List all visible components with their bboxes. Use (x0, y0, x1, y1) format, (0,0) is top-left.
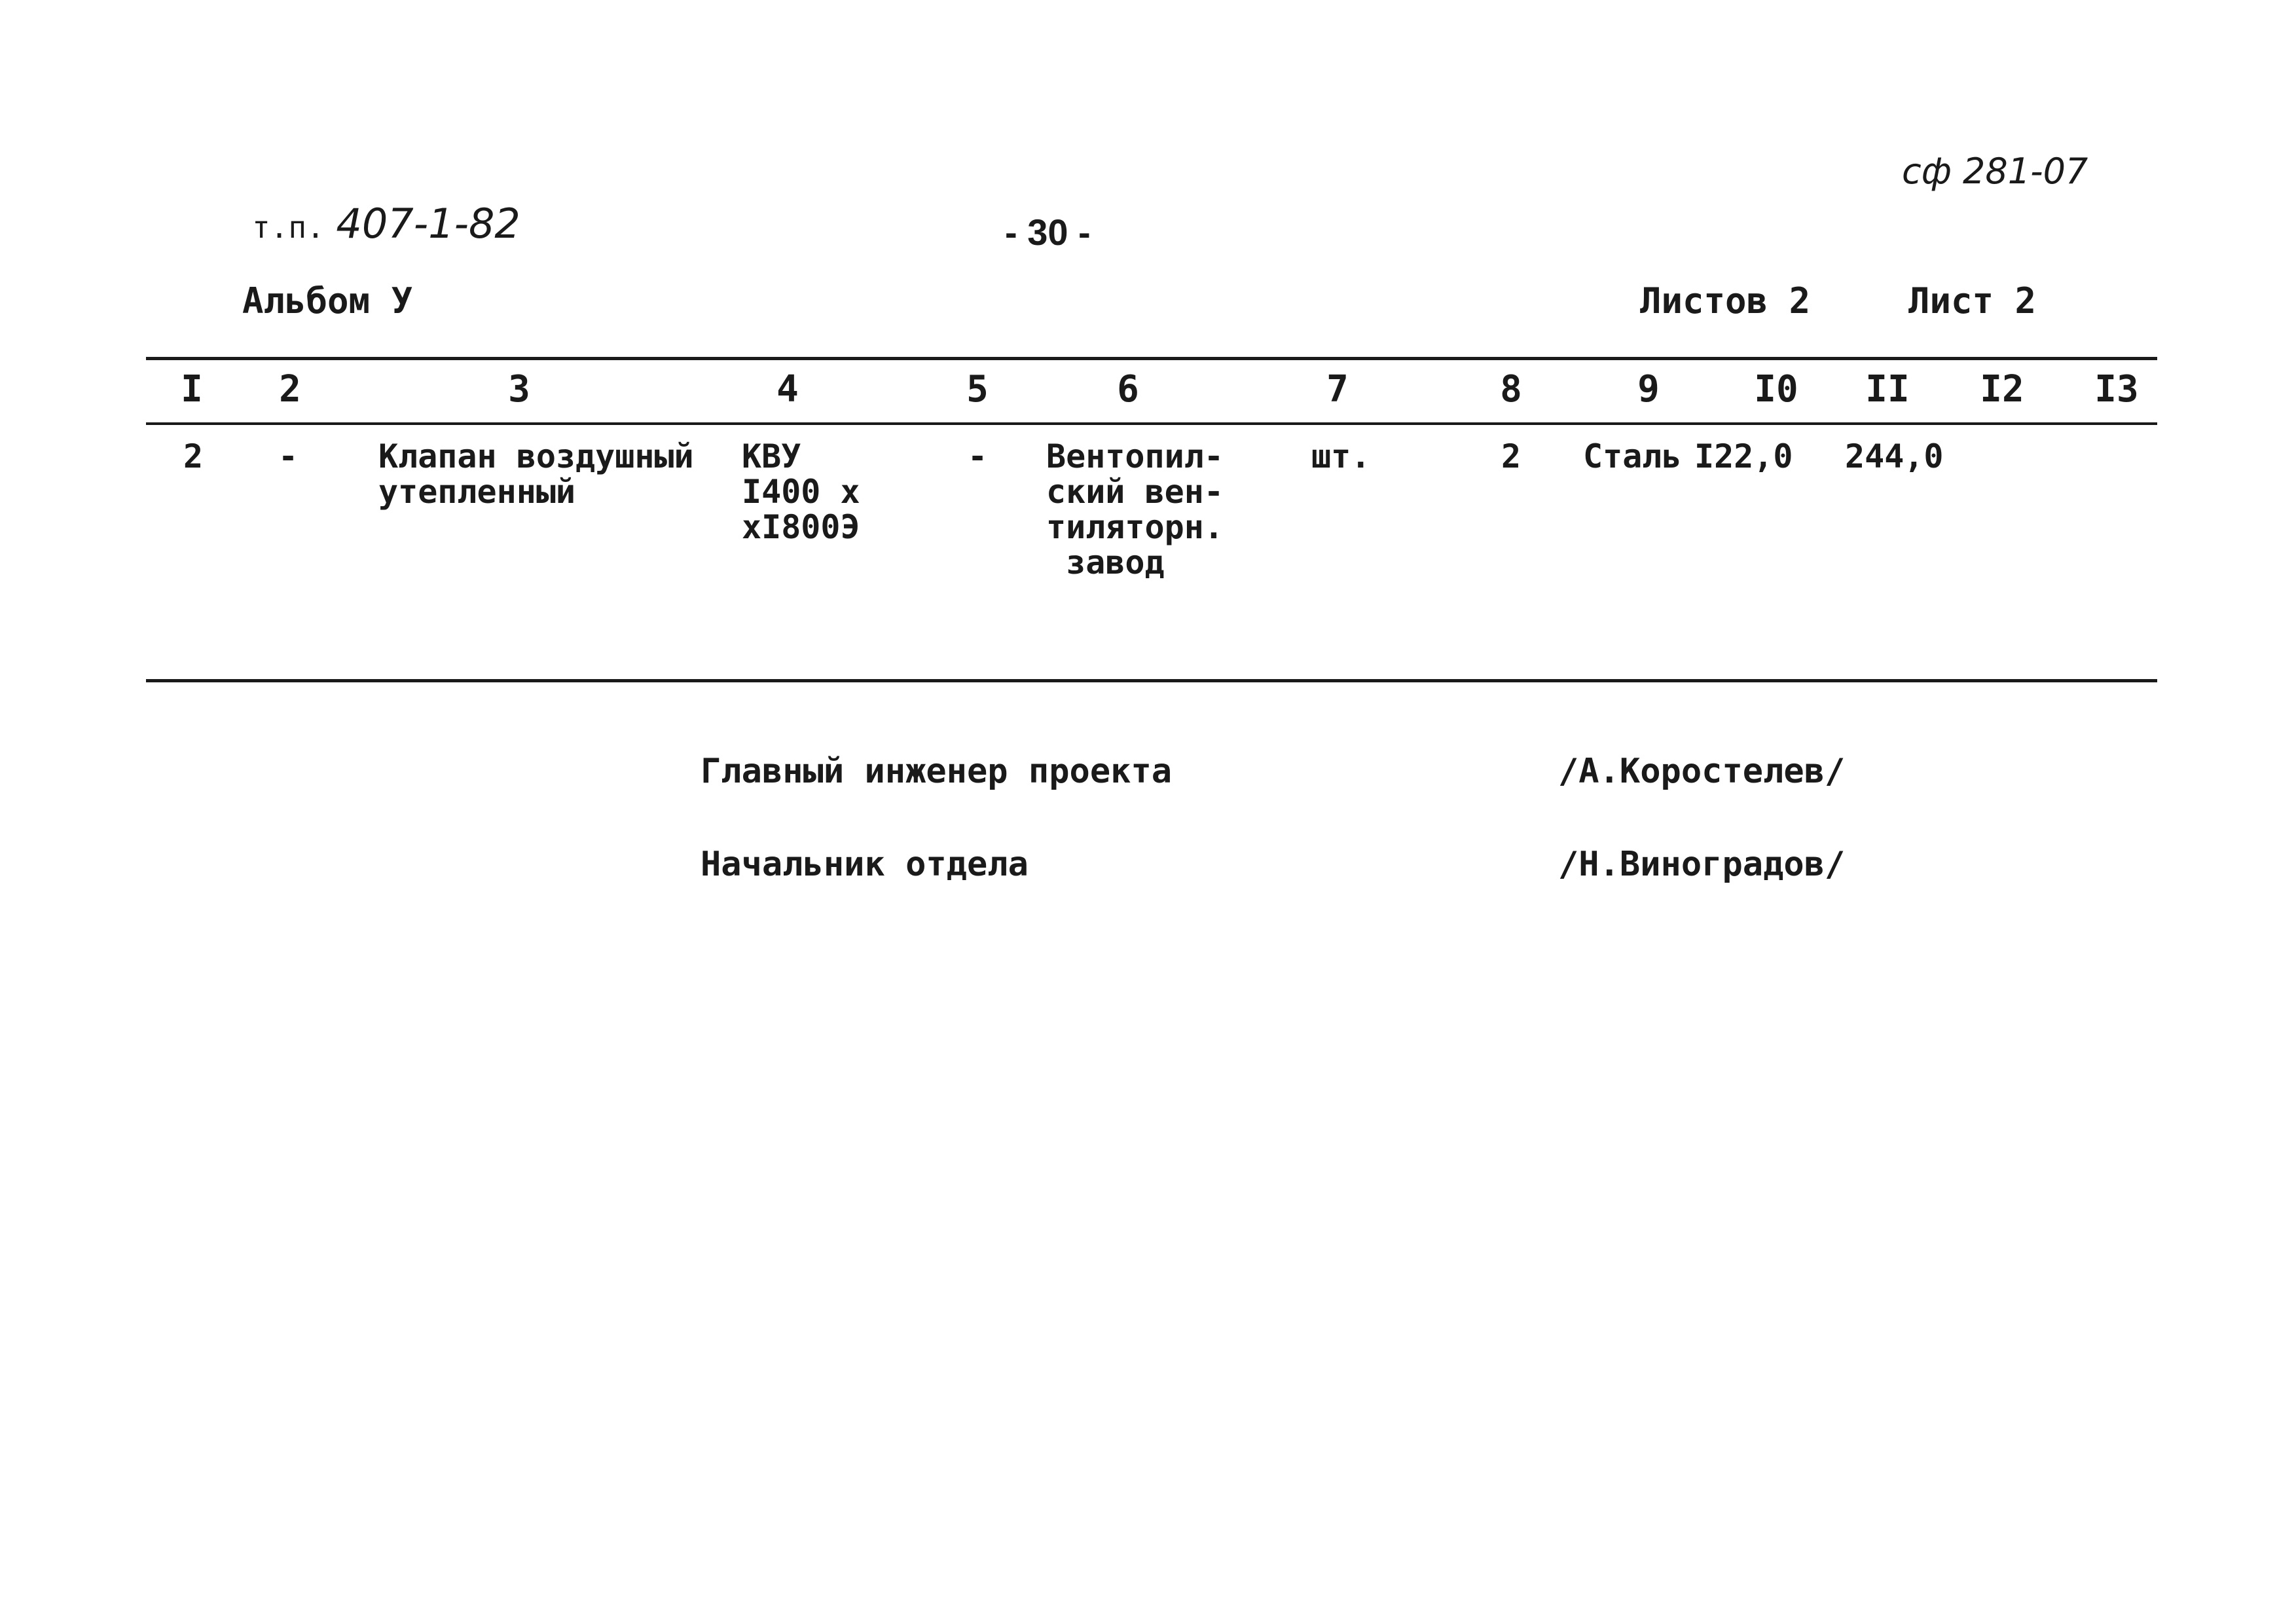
column-header-6: 6 (1117, 368, 1139, 411)
cell-unit: шт. (1311, 437, 1371, 475)
project-prefix: т.п. (252, 210, 325, 245)
signature-role-department-head: Начальник отдела (701, 845, 1029, 884)
cell-type-size: КВУ I400 х хI800Э (742, 437, 860, 546)
cell-total-mass: 244,0 (1845, 437, 1944, 475)
signature-name-department-head: /Н.Виноградов/ (1558, 845, 1846, 884)
column-header-11: II (1865, 368, 1910, 411)
column-header-10: I0 (1754, 368, 1798, 411)
cell-material: Сталь (1583, 437, 1682, 475)
sheets-total-label: Листов 2 (1640, 280, 1811, 322)
column-header-4: 4 (776, 368, 799, 411)
column-header-12: I2 (1980, 368, 2024, 411)
signature-role-chief-engineer: Главный инженер проекта (701, 752, 1173, 791)
project-number: 407-1-82 (336, 200, 520, 248)
column-header-1: I (181, 368, 203, 411)
cell-unit-mass: I22,0 (1694, 437, 1793, 475)
column-header-13: I3 (2094, 368, 2139, 411)
column-header-3: 3 (508, 368, 530, 411)
project-label (252, 200, 520, 248)
album-label: Альбом У (242, 280, 413, 322)
document-code: сф 281-07 (1902, 151, 2088, 192)
column-header-7: 7 (1326, 368, 1349, 411)
table-header-rule (146, 422, 2157, 425)
cell-col2: - (278, 437, 299, 475)
cell-name: Клапан воздушный утепленный (378, 437, 694, 511)
cell-manufacturer: Вентопил- ский вен- тиляторн. завод (1046, 437, 1224, 581)
cell-col5: - (968, 437, 988, 475)
table-top-rule (146, 357, 2157, 360)
column-header-9: 9 (1637, 368, 1660, 411)
signature-name-chief-engineer: /А.Коростелев/ (1558, 752, 1846, 791)
column-header-2: 2 (279, 368, 301, 411)
sheet-label: Лист 2 (1908, 280, 2037, 322)
page-number: - 30 - (1005, 212, 1091, 253)
cell-position: 2 (183, 437, 204, 475)
column-header-5: 5 (966, 368, 989, 411)
table-bottom-rule (146, 679, 2157, 682)
column-header-8: 8 (1500, 368, 1522, 411)
cell-quantity: 2 (1501, 437, 1522, 475)
